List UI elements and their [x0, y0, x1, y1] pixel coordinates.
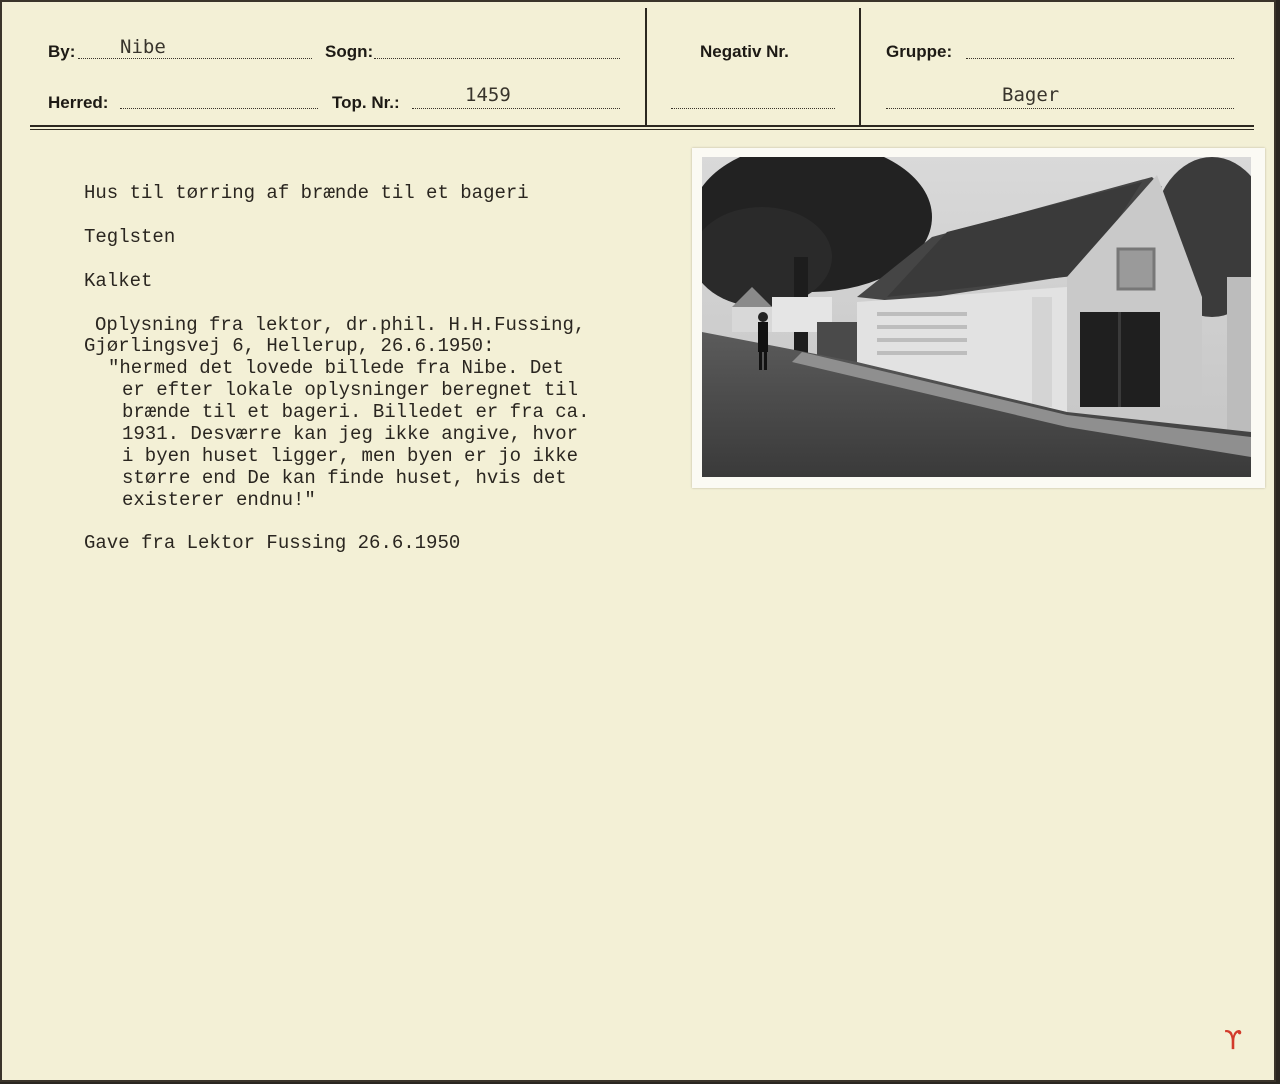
- quote-line: brænde til et bageri. Billedet er fra ca.: [122, 401, 590, 423]
- description-line: Hus til tørring af brænde til et bageri: [84, 182, 529, 204]
- header-rule-bottom: [30, 129, 1254, 130]
- topnr-label: Top. Nr.:: [332, 93, 400, 112]
- quote-line: er efter lokale oplysninger beregnet til: [122, 379, 579, 401]
- topnr-line: [412, 108, 620, 109]
- negativ-label: Negativ Nr.: [700, 42, 789, 61]
- negativ-line: [671, 108, 835, 109]
- header-rule-top: [30, 125, 1254, 127]
- building-photo: [702, 157, 1251, 477]
- by-label: By:: [48, 42, 76, 61]
- red-check-mark: ϒ: [1224, 1026, 1243, 1056]
- photo-image: [702, 157, 1251, 477]
- quote-line: Oplysning fra lektor, dr.phil. H.H.Fussing,: [95, 314, 586, 336]
- quote-line: "hermed det lovede billede fra Nibe. Det: [108, 357, 565, 379]
- quote-line: Gjørlingsvej 6, Hellerup, 26.6.1950:: [84, 335, 495, 357]
- quote-line: 1931. Desværre kan jeg ikke angive, hvor: [122, 423, 579, 445]
- gruppe-label: Gruppe:: [886, 42, 953, 61]
- gruppe-line: [966, 58, 1234, 59]
- by-value: Nibe: [120, 36, 166, 58]
- header-divider-1: [645, 8, 647, 125]
- gruppe-line-2: [886, 108, 1234, 109]
- herred-line: [120, 108, 318, 109]
- herred-label: Herred:: [48, 93, 109, 112]
- finish-line: Kalket: [84, 270, 153, 292]
- by-line: [78, 58, 312, 59]
- topnr-value: 1459: [465, 84, 511, 106]
- quote-line: i byen huset ligger, men byen er jo ikke: [122, 445, 579, 467]
- quote-line: større end De kan finde huset, hvis det: [122, 467, 567, 489]
- sogn-label: Sogn:: [325, 42, 374, 61]
- gift-line: Gave fra Lektor Fussing 26.6.1950: [84, 532, 461, 554]
- quote-line: existerer endnu!": [122, 489, 316, 511]
- material-line: Teglsten: [84, 226, 176, 248]
- header-divider-2: [859, 8, 861, 125]
- sogn-line: [374, 58, 620, 59]
- gruppe-value: Bager: [1002, 84, 1060, 106]
